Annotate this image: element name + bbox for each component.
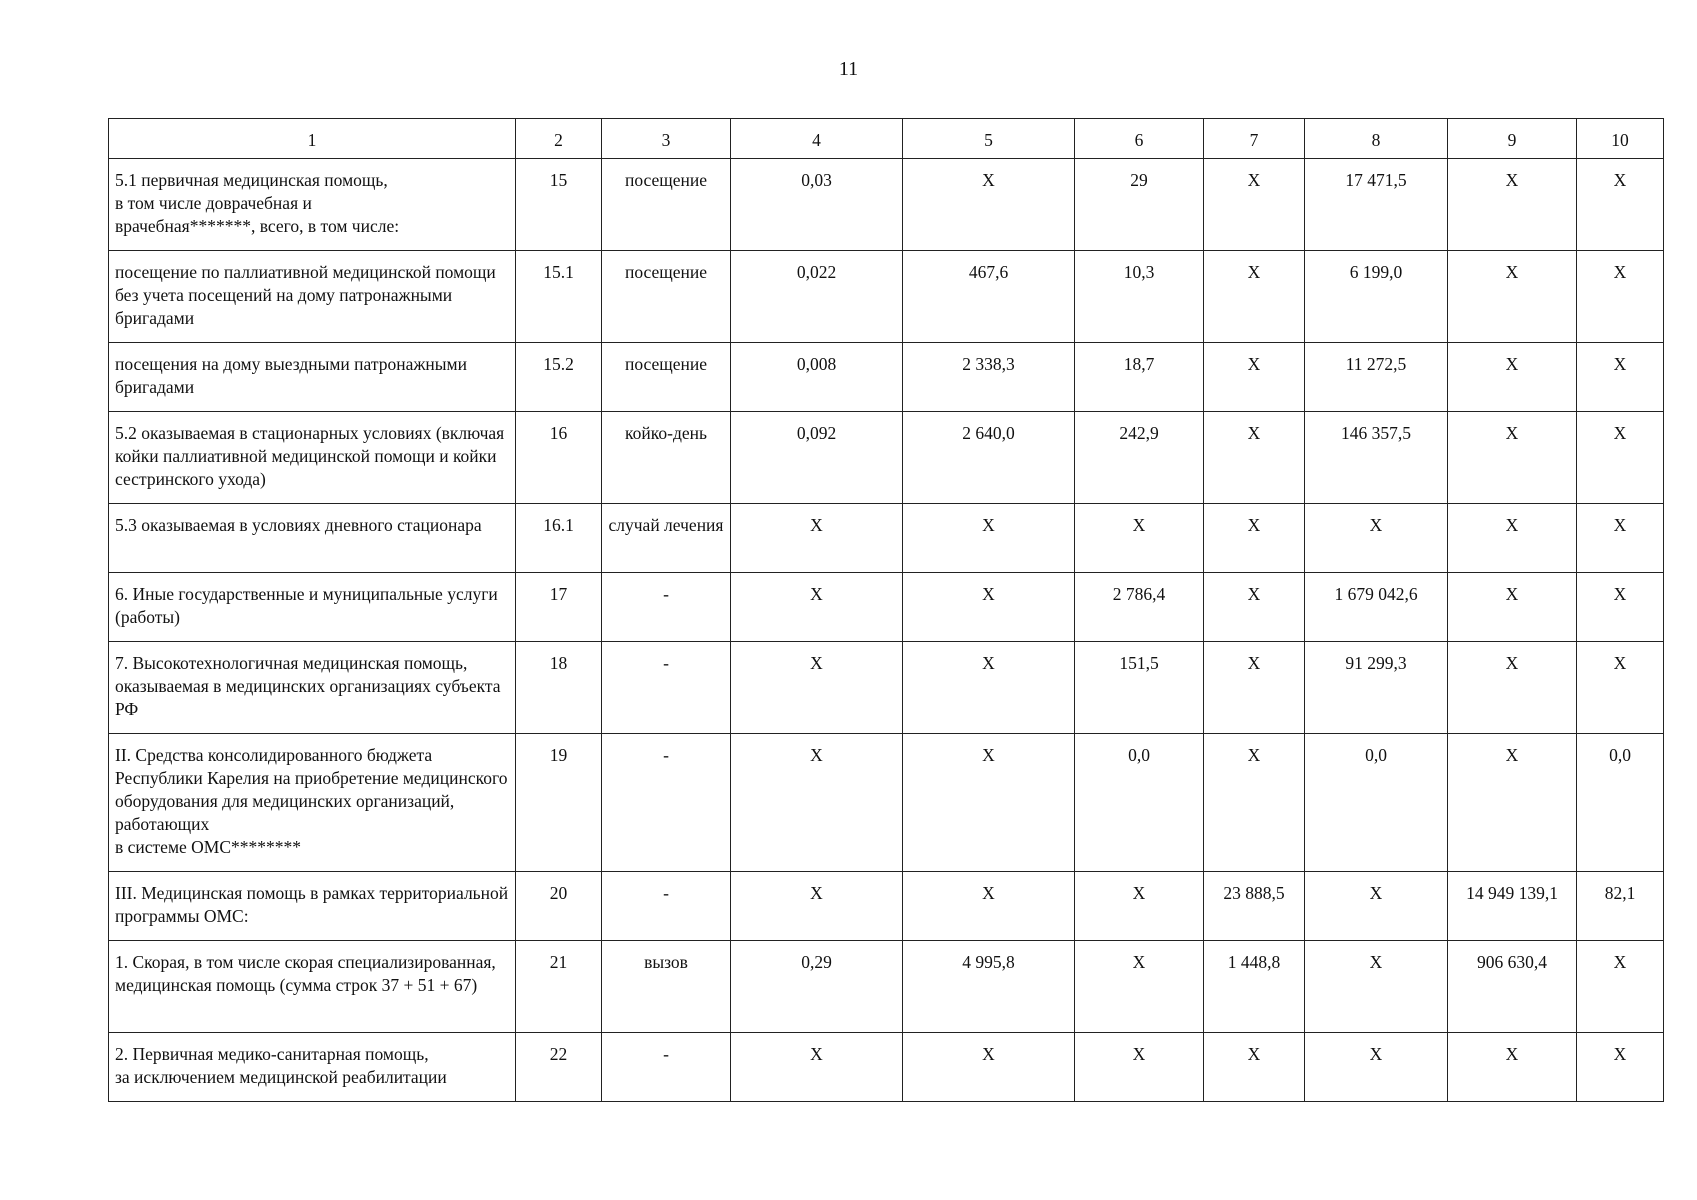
table-cell: Х bbox=[1075, 504, 1204, 573]
table-row bbox=[109, 343, 1664, 412]
table-cell: 16.1 bbox=[516, 504, 602, 573]
header-cell: 9 bbox=[1448, 119, 1577, 159]
row-name-cell: 5.1 первичная медицинская помощь, в том числе доврачебная и врачебная*******, всего, в том числе: bbox=[109, 159, 516, 251]
table-cell: Х bbox=[903, 872, 1075, 941]
table-cell: Х bbox=[1305, 872, 1448, 941]
table-row bbox=[109, 573, 1664, 642]
table-cell: 151,5 bbox=[1075, 642, 1204, 734]
table-cell: 0,29 bbox=[731, 941, 903, 1033]
table-cell: 15.1 bbox=[516, 251, 602, 343]
table-cell: Х bbox=[1204, 1033, 1305, 1102]
table-cell: Х bbox=[1577, 159, 1664, 251]
table-cell: Х bbox=[1448, 251, 1577, 343]
row-name-cell: II. Средства консолидированного бюджета Республики Карелия на приобретение медицинского оборудования для медицинских организаций, работающих в системе ОМС******** bbox=[109, 734, 516, 872]
table-cell: 1 448,8 bbox=[1204, 941, 1305, 1033]
table-cell: Х bbox=[731, 734, 903, 872]
table-cell: Х bbox=[1075, 872, 1204, 941]
row-name-cell: посещения на дому выездными патронажными бригадами bbox=[109, 343, 516, 412]
table-cell: 17 bbox=[516, 573, 602, 642]
table-cell: 2 338,3 bbox=[903, 343, 1075, 412]
row-name-cell: 5.2 оказываемая в стационарных условиях (включая койки паллиативной медицинской помощи и койки сестринского ухода) bbox=[109, 412, 516, 504]
table-cell: Х bbox=[1204, 251, 1305, 343]
table-cell: - bbox=[602, 1033, 731, 1102]
table-cell: Х bbox=[1577, 642, 1664, 734]
header-cell: 7 bbox=[1204, 119, 1305, 159]
table-cell: Х bbox=[1204, 412, 1305, 504]
table-cell: 2 786,4 bbox=[1075, 573, 1204, 642]
header-cell: 3 bbox=[602, 119, 731, 159]
table-cell: Х bbox=[1448, 734, 1577, 872]
table-cell: 14 949 139,1 bbox=[1448, 872, 1577, 941]
table-cell: Х bbox=[1577, 573, 1664, 642]
table-cell: Х bbox=[1448, 573, 1577, 642]
table-cell: 23 888,5 bbox=[1204, 872, 1305, 941]
row-name-cell: 7. Высокотехнологичная медицинская помощь, оказываемая в медицинских организациях субъекта РФ bbox=[109, 642, 516, 734]
header-row bbox=[109, 119, 1664, 159]
table-cell: 21 bbox=[516, 941, 602, 1033]
table-cell: Х bbox=[1448, 159, 1577, 251]
table-cell: 91 299,3 bbox=[1305, 642, 1448, 734]
table-cell: Х bbox=[903, 1033, 1075, 1102]
table-cell: Х bbox=[1204, 343, 1305, 412]
table-cell: Х bbox=[1305, 1033, 1448, 1102]
table-cell: посещение bbox=[602, 251, 731, 343]
table-cell: Х bbox=[1305, 941, 1448, 1033]
table-row bbox=[109, 941, 1664, 1033]
header-cell: 8 bbox=[1305, 119, 1448, 159]
table-cell: Х bbox=[1577, 412, 1664, 504]
header-cell: 5 bbox=[903, 119, 1075, 159]
table-cell: 16 bbox=[516, 412, 602, 504]
table-cell: 22 bbox=[516, 1033, 602, 1102]
table-cell: 1 679 042,6 bbox=[1305, 573, 1448, 642]
table-row bbox=[109, 734, 1664, 872]
table-cell: Х bbox=[731, 504, 903, 573]
header-cell: 6 bbox=[1075, 119, 1204, 159]
table-cell: 6 199,0 bbox=[1305, 251, 1448, 343]
header-cell: 4 bbox=[731, 119, 903, 159]
table-cell: 0,0 bbox=[1305, 734, 1448, 872]
table-cell: 20 bbox=[516, 872, 602, 941]
table-cell: 82,1 bbox=[1577, 872, 1664, 941]
table-cell: Х bbox=[903, 642, 1075, 734]
table-cell: случай лечения bbox=[602, 504, 731, 573]
row-name-cell: III. Медицинская помощь в рамках территориальной программы ОМС: bbox=[109, 872, 516, 941]
table-cell: 0,008 bbox=[731, 343, 903, 412]
table-cell: Х bbox=[1204, 642, 1305, 734]
table-cell: 242,9 bbox=[1075, 412, 1204, 504]
row-name-cell: 1. Скорая, в том числе скорая специализированная, медицинская помощь (сумма строк 37 + 51 + 67) bbox=[109, 941, 516, 1033]
table-cell: Х bbox=[1305, 504, 1448, 573]
table-cell: 18 bbox=[516, 642, 602, 734]
table-cell: посещение bbox=[602, 159, 731, 251]
table-cell: 2 640,0 bbox=[903, 412, 1075, 504]
table-cell: Х bbox=[1204, 159, 1305, 251]
table-cell: 18,7 bbox=[1075, 343, 1204, 412]
table-cell: Х bbox=[1448, 412, 1577, 504]
table-cell: Х bbox=[731, 872, 903, 941]
table-cell: Х bbox=[1075, 1033, 1204, 1102]
table-cell: 29 bbox=[1075, 159, 1204, 251]
table-row bbox=[109, 1033, 1664, 1102]
table-cell: койко-день bbox=[602, 412, 731, 504]
table-cell: Х bbox=[1577, 343, 1664, 412]
table-cell: Х bbox=[1448, 1033, 1577, 1102]
header-cell: 1 bbox=[109, 119, 516, 159]
table-cell: - bbox=[602, 573, 731, 642]
table-cell: 11 272,5 bbox=[1305, 343, 1448, 412]
table-cell: 0,0 bbox=[1577, 734, 1664, 872]
table-cell: 0,092 bbox=[731, 412, 903, 504]
table-cell: - bbox=[602, 872, 731, 941]
table-cell: 17 471,5 bbox=[1305, 159, 1448, 251]
table-cell: - bbox=[602, 734, 731, 872]
row-name-cell: 5.3 оказываемая в условиях дневного стационара bbox=[109, 504, 516, 573]
row-name-cell: 6. Иные государственные и муниципальные услуги (работы) bbox=[109, 573, 516, 642]
table-cell: 10,3 bbox=[1075, 251, 1204, 343]
table-cell: Х bbox=[1577, 1033, 1664, 1102]
table-cell: Х bbox=[903, 504, 1075, 573]
page-number: 11 bbox=[838, 58, 859, 80]
table-row bbox=[109, 251, 1664, 343]
table-row bbox=[109, 642, 1664, 734]
table-cell: Х bbox=[731, 642, 903, 734]
table-cell: 467,6 bbox=[903, 251, 1075, 343]
table-row bbox=[109, 412, 1664, 504]
table-cell: Х bbox=[1577, 251, 1664, 343]
row-name-cell: посещение по паллиативной медицинской помощи без учета посещений на дому патронажными бригадами bbox=[109, 251, 516, 343]
table-cell: Х bbox=[1577, 941, 1664, 1033]
table-cell: - bbox=[602, 642, 731, 734]
table-row bbox=[109, 872, 1664, 941]
table-cell: Х bbox=[903, 573, 1075, 642]
row-name-cell: 2. Первичная медико-санитарная помощь, за исключением медицинской реабилитации bbox=[109, 1033, 516, 1102]
table-cell: 4 995,8 bbox=[903, 941, 1075, 1033]
table-row bbox=[109, 159, 1664, 251]
table-cell: Х bbox=[1204, 504, 1305, 573]
data-table bbox=[108, 118, 1664, 1102]
header-cell: 2 bbox=[516, 119, 602, 159]
table-cell: 15 bbox=[516, 159, 602, 251]
table-cell: 0,03 bbox=[731, 159, 903, 251]
table-cell: Х bbox=[731, 573, 903, 642]
table-cell: 0,022 bbox=[731, 251, 903, 343]
table-cell: 15.2 bbox=[516, 343, 602, 412]
table-cell: Х bbox=[1204, 573, 1305, 642]
table-cell: вызов bbox=[602, 941, 731, 1033]
header-cell: 10 bbox=[1577, 119, 1664, 159]
table-cell: 146 357,5 bbox=[1305, 412, 1448, 504]
table-cell: Х bbox=[903, 734, 1075, 872]
table-cell: 0,0 bbox=[1075, 734, 1204, 872]
table-cell: Х bbox=[1075, 941, 1204, 1033]
table-cell: Х bbox=[1448, 504, 1577, 573]
table-cell: 906 630,4 bbox=[1448, 941, 1577, 1033]
table-cell: Х bbox=[903, 159, 1075, 251]
table-cell: Х bbox=[1577, 504, 1664, 573]
table-cell: Х bbox=[1448, 642, 1577, 734]
table-row bbox=[109, 504, 1664, 573]
table-cell: посещение bbox=[602, 343, 731, 412]
table-cell: 19 bbox=[516, 734, 602, 872]
table-cell: Х bbox=[1204, 734, 1305, 872]
table-cell: Х bbox=[1448, 343, 1577, 412]
table-cell: Х bbox=[731, 1033, 903, 1102]
